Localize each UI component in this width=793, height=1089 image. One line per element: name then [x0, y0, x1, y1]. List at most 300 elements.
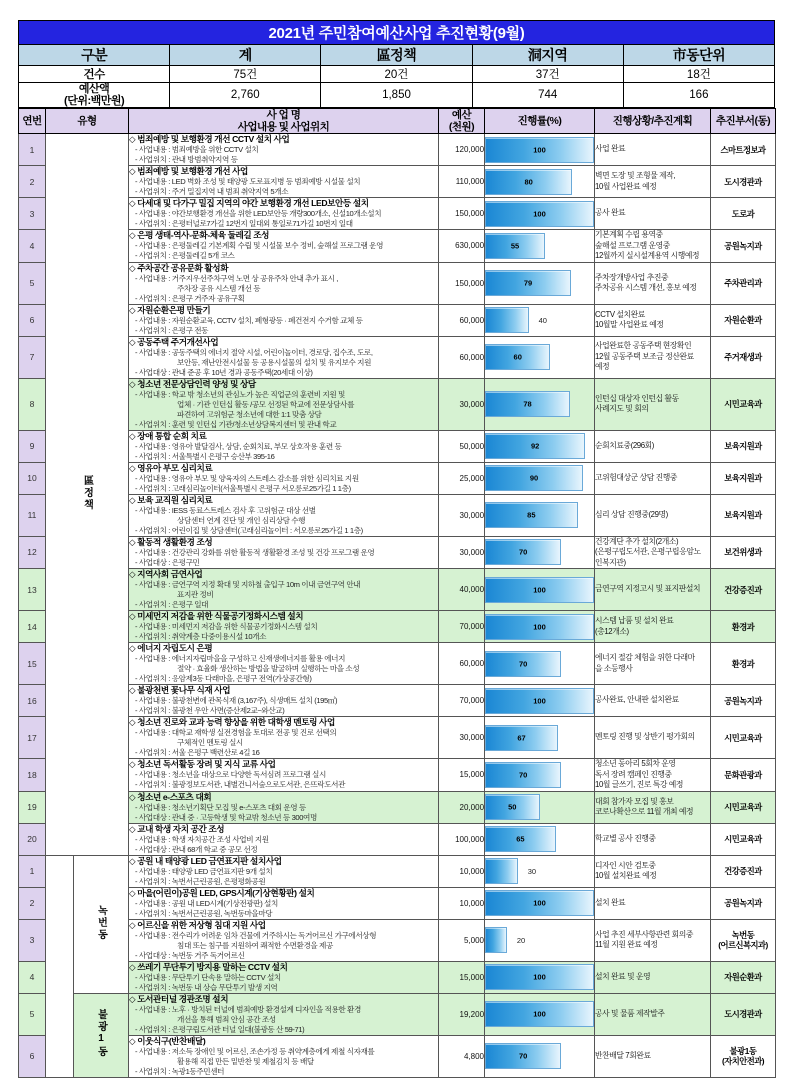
project-detail-line: - 사업위치 : 은평구 전동 — [135, 325, 209, 335]
status-line: 12월까지 실시설계용역 시행예정 — [595, 251, 700, 260]
row-number: 18 — [19, 759, 46, 792]
project-title: ◇ 공원 내 태양광 LED 금연표지판 설치사업 — [129, 855, 282, 866]
progress-value: 100 — [533, 209, 546, 218]
row-number: 15 — [19, 643, 46, 685]
header-project-line1: 사 업 명 — [266, 109, 301, 121]
project-detail-line: - 사업내용 : 미세먼지 저감을 위한 식물공기정화시스템 설치 — [135, 622, 318, 631]
project-detail-line: - 사업위치 : 은평구 거주자 공유구획 — [135, 293, 245, 303]
project-cell — [129, 887, 439, 919]
status-cell — [595, 961, 711, 993]
progress-value: 100 — [533, 145, 546, 154]
project-cell — [129, 791, 439, 823]
department-line: 보육지원과 — [724, 510, 762, 520]
header-progress: 진행률(%) — [485, 109, 595, 134]
header-budget — [439, 109, 485, 134]
status-line: 12월 공동주택 보조금 정산완료 — [595, 351, 694, 361]
row-number: 4 — [19, 230, 46, 263]
project-detail-line: - 사업위치 : 취약계층 다중이용시설 10개소 — [135, 632, 267, 641]
summary-header-dong: 洞지역 — [472, 45, 623, 66]
department-line: 자원순환과 — [724, 972, 762, 982]
progress-value: 70 — [518, 1051, 528, 1061]
summary-budget-si: 166 — [623, 83, 774, 108]
department-line: 시민교육과 — [724, 834, 762, 844]
project-detail-line: - 사업내용 : 영유아 부모 및 양육자의 스트레스 감소를 위한 심리치료 지원 — [135, 473, 359, 483]
summary-count-si: 18건 — [623, 66, 774, 83]
project-cell — [129, 430, 439, 462]
row-number: 1 — [19, 134, 46, 166]
budget-amount: 70,000 — [439, 611, 485, 643]
progress-cell — [485, 198, 595, 230]
type-group-label: 녹번동 — [95, 904, 107, 941]
project-detail-line: - 사업내용 : 청소년을 대상으로 다양한 독서심려 프로그램 실시 — [135, 770, 326, 780]
department-cell — [711, 919, 776, 961]
department-cell — [711, 993, 776, 1035]
progress-cell — [485, 717, 595, 759]
department-cell — [711, 791, 776, 823]
department-line: 도시경관과 — [724, 176, 762, 187]
project-title: ◇ 은평 생태-역사-문화-체육 둘레길 조성 — [129, 230, 270, 241]
title-row — [19, 21, 775, 45]
status-cell — [595, 262, 711, 304]
department-cell — [711, 887, 776, 919]
department-cell — [711, 378, 776, 430]
project-detail-line: - 사업내용 : 거주지우선주차구역 노면 상 공유주차 안내 추가 표시 , — [135, 273, 338, 283]
status-line: 을 소등행사 — [595, 663, 633, 673]
progress-value: 50 — [508, 802, 517, 812]
department-cell — [711, 304, 776, 336]
progress-value: 20 — [516, 935, 526, 945]
project-cell — [129, 494, 439, 536]
status-line: 10월말 사업완료 예정 — [595, 320, 664, 329]
department-line: (자치안전과) — [721, 1056, 765, 1066]
progress-bar — [485, 858, 518, 884]
status-line: 금연구역 지정고시 및 표지판설치 — [595, 584, 701, 594]
project-detail-line: - 사업내용 : 태양광 LED 금연표지판 9개 설치 — [135, 866, 273, 876]
progress-bar — [485, 964, 594, 990]
project-detail-line: - 사업위치 : 서울특별시 은평구 승산부 395-16 — [135, 451, 275, 461]
progress-value: 79 — [523, 278, 533, 288]
status-line: 반찬배달 7회완료 — [595, 1050, 651, 1060]
department-cell — [711, 494, 776, 536]
project-detail-line: - 사업위치 : 불광천 우안 사면(증산제2교~와산교) — [135, 706, 285, 715]
progress-bar — [485, 927, 507, 953]
project-cell — [129, 993, 439, 1035]
status-line: 11월 지원 완료 예정 — [595, 940, 658, 949]
project-title: ◇ 영유아 부모 심리치료 — [129, 462, 213, 473]
table-row — [19, 919, 776, 961]
table-row — [19, 198, 776, 230]
table-row — [19, 336, 776, 378]
header-project-line2: 사업내용 및 사업위치 — [237, 121, 330, 133]
project-title: ◇ 청소년 e-스포츠 대회 — [129, 791, 212, 802]
budget-amount: 150,000 — [439, 198, 485, 230]
project-title: ◇ 지역사회 금연사업 — [129, 569, 203, 579]
project-detail-line: - 사업위치 : 녹번서근린공원, 녹번동마을마당 — [135, 908, 273, 918]
project-detail-cont: 구체적인 멘토링 실시 — [177, 738, 243, 747]
progress-cell — [485, 855, 595, 887]
progress-cell — [485, 887, 595, 919]
project-detail-cont: 활용해 직접 만든 밑반찬 및 제철김치 등 배달 — [177, 1056, 314, 1066]
type-group-gu-policy — [46, 134, 129, 856]
project-title: ◇ 주차공간 공유문화 활성화 — [129, 262, 229, 273]
status-cell — [595, 823, 711, 855]
status-line: 10월 사업완료 예정 — [595, 181, 657, 191]
table-row — [19, 993, 776, 1035]
row-number: 7 — [19, 336, 46, 378]
project-cell — [129, 198, 439, 230]
table-row — [19, 430, 776, 462]
progress-cell — [485, 536, 595, 569]
department-line: 보건위생과 — [724, 547, 762, 558]
progress-value: 100 — [533, 696, 546, 705]
status-line: 주차공유 시스템 개선, 홍보 예정 — [595, 283, 697, 292]
project-detail-line: - 사업내용 : 야간보행환경 개선을 위한 LED보안등 개량300개소, 신설10개소설치 — [135, 209, 382, 218]
status-line: 심리 상담 진행중(29명) — [595, 509, 668, 519]
summary-count-dong: 37건 — [472, 66, 623, 83]
project-cell — [129, 166, 439, 198]
department-cell — [711, 717, 776, 759]
project-detail-line: - 사업내용 : 공원 내 LED시계(기상전광판) 설치 — [135, 898, 278, 908]
project-detail-line: - 사업위치 : 주거 밀집지역 내 범죄 취약지역 5개소 — [135, 187, 289, 196]
department-line: 불광1동 — [729, 1046, 757, 1056]
header-status: 진행상황/추진계획 — [595, 109, 711, 134]
progress-bar — [485, 762, 561, 788]
table-row — [19, 717, 776, 759]
progress-value: 100 — [533, 972, 546, 982]
status-line: 설치 완료 — [595, 897, 626, 907]
project-detail-line: - 사업위치 : 불광정보도서관, 내별건니서숲으로도서관, 은뜨락도서관 — [135, 780, 346, 790]
progress-cell — [485, 430, 595, 462]
progress-value: 67 — [517, 733, 526, 742]
summary-header-gu: 區정책 — [321, 45, 472, 66]
row-number: 14 — [19, 611, 46, 643]
project-detail-cont: 업체 · 기관 인턴십 활동 /공모 선정된 학교에 전문상담사를 — [177, 399, 355, 409]
progress-value: 40 — [538, 315, 547, 325]
department-line: (어르신복지과) — [718, 940, 768, 950]
department-line: 환경과 — [731, 658, 755, 669]
status-line: 공사완료, 안내판 설치완료 — [595, 695, 679, 705]
status-line: 설치 완료 및 운영 — [595, 971, 651, 981]
project-detail-line: - 사업위치 : 은평터널로7가길 12번지 일대외 통일로71가길 10번지 일대 — [135, 219, 353, 228]
progress-value: 100 — [533, 1009, 546, 1019]
status-cell — [595, 462, 711, 494]
progress-cell — [485, 823, 595, 855]
project-title: ◇ 활동적 생활환경 조성 — [129, 536, 213, 547]
department-cell — [711, 855, 776, 887]
progress-value: 100 — [533, 622, 546, 631]
project-detail-cont: 표지관 정비 — [177, 590, 214, 599]
budget-amount: 150,000 — [439, 262, 485, 304]
row-number: 16 — [19, 685, 46, 717]
project-cell — [129, 536, 439, 569]
projects-tbody — [19, 134, 776, 1078]
row-number: 19 — [19, 791, 46, 823]
table-row — [19, 494, 776, 536]
budget-amount: 4,800 — [439, 1035, 485, 1077]
status-cell — [595, 166, 711, 198]
page-title: 2021년 주민참여예산사업 추진현황(9월) — [19, 21, 775, 45]
project-cell — [129, 230, 439, 263]
row-number: 17 — [19, 717, 46, 759]
project-detail-line: - 사업내용 : 건강관리 강화를 위한 활동적 생활환경 조성 및 건강 프로그램 운영 — [135, 547, 375, 557]
type-group-label: 불광1동 — [95, 1009, 107, 1058]
project-detail-line: - 사업위치 : 녹번서근린공원, 은평평화공원 — [135, 876, 266, 886]
header-project — [129, 109, 439, 134]
table-row — [19, 536, 776, 569]
status-line: 10월 설치완료 예정 — [595, 871, 657, 880]
project-cell — [129, 823, 439, 855]
status-line: (총12개소) — [595, 626, 629, 636]
project-detail-cont: 상담센터 연계 진단 및 개인 심리상담 수행 — [177, 515, 306, 525]
progress-bar — [485, 433, 585, 459]
progress-bar — [485, 201, 594, 227]
summary-header-row — [19, 45, 775, 66]
status-cell — [595, 134, 711, 166]
table-row — [19, 569, 776, 611]
progress-bar — [485, 577, 594, 603]
summary-budget-dong: 744 — [472, 83, 623, 108]
project-title: ◇ 공동주택 주거개선사업 — [129, 336, 219, 347]
project-cell — [129, 569, 439, 611]
project-title: ◇ 보육 교직원 심리치료 — [129, 494, 213, 505]
progress-bar — [485, 725, 558, 751]
progress-value: 60 — [513, 352, 522, 362]
department-cell — [711, 611, 776, 643]
row-number: 4 — [19, 961, 46, 993]
status-cell — [595, 791, 711, 823]
status-line: 주차장개방사업 추진중 — [595, 272, 669, 282]
budget-amount: 5,000 — [439, 919, 485, 961]
summary-budget-row — [19, 83, 775, 108]
row-number: 12 — [19, 536, 46, 569]
table-row — [19, 134, 776, 166]
project-detail-line: - 사업내용 : 영유아 발달검사, 상담, 순회치료, 부모 상호작용 훈련 등 — [135, 441, 342, 451]
table-row — [19, 791, 776, 823]
department-line: 자원순환과 — [724, 315, 762, 325]
project-detail-line: - 사업위치 : 녹광1동주민센터 — [135, 1066, 225, 1076]
summary-header-si: 市동단위 — [623, 45, 774, 66]
status-cell — [595, 919, 711, 961]
status-cell — [595, 685, 711, 717]
department-line: 건강증진과 — [724, 866, 762, 876]
project-detail-cont: 절약 · 효율화 생산하는 방법을 발굴하며 실행하는 마을 소성 — [177, 664, 360, 673]
status-line: 코로나확산으로 11월 개최 예정 — [595, 807, 694, 816]
project-title: ◇ 불광천변 꽃나무 식재 사업 — [129, 685, 231, 695]
table-row — [19, 887, 776, 919]
table-row — [19, 685, 776, 717]
budget-amount: 630,000 — [439, 230, 485, 263]
progress-value: 55 — [510, 241, 520, 251]
department-line: 시민교육과 — [724, 802, 762, 812]
table-row — [19, 462, 776, 494]
progress-bar — [485, 307, 529, 333]
department-line: 주차관리과 — [724, 278, 762, 288]
status-line: 청소년 동아리 5회차 운영 — [595, 759, 676, 768]
status-line: 공사 완료 — [595, 208, 626, 218]
header-budget-line2: (천원) — [448, 121, 475, 133]
department-line: 문화관광과 — [724, 769, 762, 780]
progress-bar — [485, 391, 570, 417]
progress-bar — [485, 344, 550, 370]
progress-value: 30 — [527, 866, 537, 876]
project-detail-line: - 사업내용 : IESS 동료스트레스 검사 후 고위험군 대상 선별 — [135, 505, 316, 515]
type-group-bulgwang1-dong — [74, 993, 129, 1077]
department-cell — [711, 536, 776, 569]
project-title: ◇ 마을(어린이)공원 LED, GPS시계(기상현황판) 설치 — [129, 887, 315, 898]
status-line: 사업 추진 세부사항관련 회의중 — [595, 929, 694, 939]
project-title: ◇ 청소년 독서활동 장려 및 지식 교류 사업 — [129, 759, 276, 770]
project-title: ◇ 범죄예방 및 보행환경 개선 사업 — [129, 166, 248, 176]
progress-bar — [485, 270, 571, 296]
project-detail-line: - 사업내용 : 저소득 장애인 및 어르신, 조손가정 등 취약계층에게 제철 식자재를 — [135, 1046, 375, 1056]
progress-cell — [485, 1035, 595, 1077]
project-detail-line: - 사업위치 : 훈련 및 인턴십 기관/청소년상담복지센터 및 관내 학교 — [135, 419, 337, 429]
progress-value: 90 — [529, 473, 539, 483]
summary-count-gu: 20건 — [321, 66, 472, 83]
progress-cell — [485, 378, 595, 430]
progress-bar — [485, 688, 594, 714]
project-title: ◇ 장애 통합 순회 치료 — [129, 430, 207, 441]
project-detail-line: - 사업위치 : 어린이집 및 상담센터(고래심리놀이터 : 서오릉로25가길 1 1층) — [135, 525, 363, 535]
row-number: 5 — [19, 262, 46, 304]
status-cell — [595, 569, 711, 611]
progress-value: 70 — [518, 770, 528, 780]
row-number: 6 — [19, 304, 46, 336]
status-line: 에너지 절감 체험을 위한 다래마 — [595, 653, 695, 662]
status-cell — [595, 643, 711, 685]
row-number: 9 — [19, 430, 46, 462]
budget-amount: 100,000 — [439, 823, 485, 855]
department-cell — [711, 198, 776, 230]
progress-bar — [485, 502, 578, 528]
status-cell — [595, 430, 711, 462]
status-line: 멘토링 진행 및 상반기 평가회의 — [595, 732, 695, 742]
project-detail-line: - 사업위치 : 응암제3동 다래마을, 은평구 전역(가상공간형) — [135, 674, 312, 683]
department-cell — [711, 262, 776, 304]
project-detail-line: - 사업내용 : 에너지자립마을을 구성하고 신재생에너지를 활용 에너지 — [135, 654, 346, 663]
status-line: 디자인 시안 검토중 — [595, 860, 656, 870]
progress-cell — [485, 961, 595, 993]
status-line: 건강계단 추가 설치(2개소) — [595, 536, 679, 546]
progress-value: 78 — [523, 399, 532, 409]
project-detail-line: - 사업내용 : 자원순환교육, CCTV 설치, 폐형광등 · 폐건전지 수거함 교체 등 — [135, 315, 363, 325]
budget-amount: 60,000 — [439, 336, 485, 378]
department-cell — [711, 961, 776, 993]
status-line: CCTV 설치완료 — [595, 309, 645, 319]
project-detail-line: - 사업대상 : 관내 중 · 고등학생 및 학교밖 청소년 등 300여명 — [135, 812, 317, 822]
budget-amount: 50,000 — [439, 430, 485, 462]
department-line: 시민교육과 — [724, 399, 762, 409]
project-detail-line: - 사업내용 : 무단투기 단속용 말하는 CCTV 설치 — [135, 972, 281, 982]
status-cell — [595, 336, 711, 378]
row-number: 13 — [19, 569, 46, 611]
budget-amount: 30,000 — [439, 494, 485, 536]
table-row — [19, 643, 776, 685]
progress-cell — [485, 569, 595, 611]
department-line: 건강증진과 — [724, 584, 762, 595]
row-number: 2 — [19, 887, 46, 919]
budget-amount: 10,000 — [439, 855, 485, 887]
status-line: 사업 완료 — [595, 144, 626, 154]
budget-amount: 20,000 — [439, 791, 485, 823]
row-number: 8 — [19, 378, 46, 430]
table-row — [19, 823, 776, 855]
header-no: 연번 — [19, 109, 46, 134]
project-title: ◇ 다세대 및 다가구 밀집 지역의 야간 보행환경 개선 LED보안등 설치 — [129, 198, 369, 208]
progress-cell — [485, 336, 595, 378]
row-number: 11 — [19, 494, 46, 536]
project-title: ◇ 교내 학생 자치 공간 조성 — [129, 823, 225, 834]
project-cell — [129, 462, 439, 494]
budget-amount: 60,000 — [439, 304, 485, 336]
status-line: 대회 참가자 모집 및 홍보 — [595, 796, 674, 806]
department-cell — [711, 569, 776, 611]
progress-value: 85 — [527, 510, 536, 520]
budget-amount: 120,000 — [439, 134, 485, 166]
status-cell — [595, 759, 711, 792]
department-cell — [711, 823, 776, 855]
summary-header-total: 계 — [170, 45, 321, 66]
project-cell — [129, 304, 439, 336]
table-row — [19, 304, 776, 336]
project-detail-cont: 주차장 공유 시스템 개선 등 — [177, 283, 261, 293]
progress-bar — [485, 651, 561, 677]
table-row — [19, 166, 776, 198]
budget-amount: 70,000 — [439, 685, 485, 717]
progress-bar — [485, 1043, 561, 1069]
project-cell — [129, 855, 439, 887]
table-row — [19, 262, 776, 304]
department-cell — [711, 134, 776, 166]
project-cell — [129, 134, 439, 166]
budget-amount: 30,000 — [439, 536, 485, 569]
row-number: 10 — [19, 462, 46, 494]
project-cell — [129, 919, 439, 961]
status-line: 인복지관) — [595, 557, 626, 567]
progress-bar — [485, 137, 594, 163]
budget-amount: 15,000 — [439, 759, 485, 792]
status-line: 독서 장려 캠페인 진행중 — [595, 769, 672, 779]
project-cell — [129, 685, 439, 717]
project-cell — [129, 1035, 439, 1077]
department-cell — [711, 430, 776, 462]
progress-bar — [485, 826, 556, 852]
summary-budget-label-line2: (단위:백만원) — [64, 95, 125, 107]
summary-count-total: 75건 — [170, 66, 321, 83]
table-row — [19, 961, 776, 993]
project-title: ◇ 이웃식구(반찬배달) — [129, 1035, 206, 1046]
project-detail-line: - 사업위치 : 은평구 일대 — [135, 600, 209, 609]
status-line: 시스템 납품 및 설치 완료 — [595, 616, 674, 625]
department-cell — [711, 462, 776, 494]
department-line: 주거재생과 — [724, 352, 762, 362]
header-type: 유형 — [46, 109, 129, 134]
progress-cell — [485, 262, 595, 304]
project-detail-cont: 침대 또는 침구를 지원하여 쾌적한 수면환경을 제공 — [177, 940, 333, 950]
project-detail-line: - 사업내용 : 금연구역 지정 확대 및 지하철 출입구 10m 이내 금연구역 안내 — [135, 580, 361, 589]
status-cell — [595, 536, 711, 569]
status-line: 인턴십 대상자 인턴십 활동 — [595, 393, 679, 403]
table-row — [19, 759, 776, 792]
status-cell — [595, 1035, 711, 1077]
header-budget-line1: 예산 — [451, 109, 472, 121]
department-line: 보육지원과 — [724, 473, 762, 483]
department-cell — [711, 643, 776, 685]
project-detail-line: - 사업내용 : 청소년기획단 모집 및 e-스포츠 대회 운영 등 — [135, 802, 306, 812]
project-detail-cont: 파견하여 고위험군 청소년에 대한 1:1 맞춤 상담 — [177, 409, 322, 419]
project-title: ◇ 어르신을 위한 저상형 침대 지원 사업 — [129, 919, 266, 930]
progress-value: 100 — [533, 585, 546, 594]
